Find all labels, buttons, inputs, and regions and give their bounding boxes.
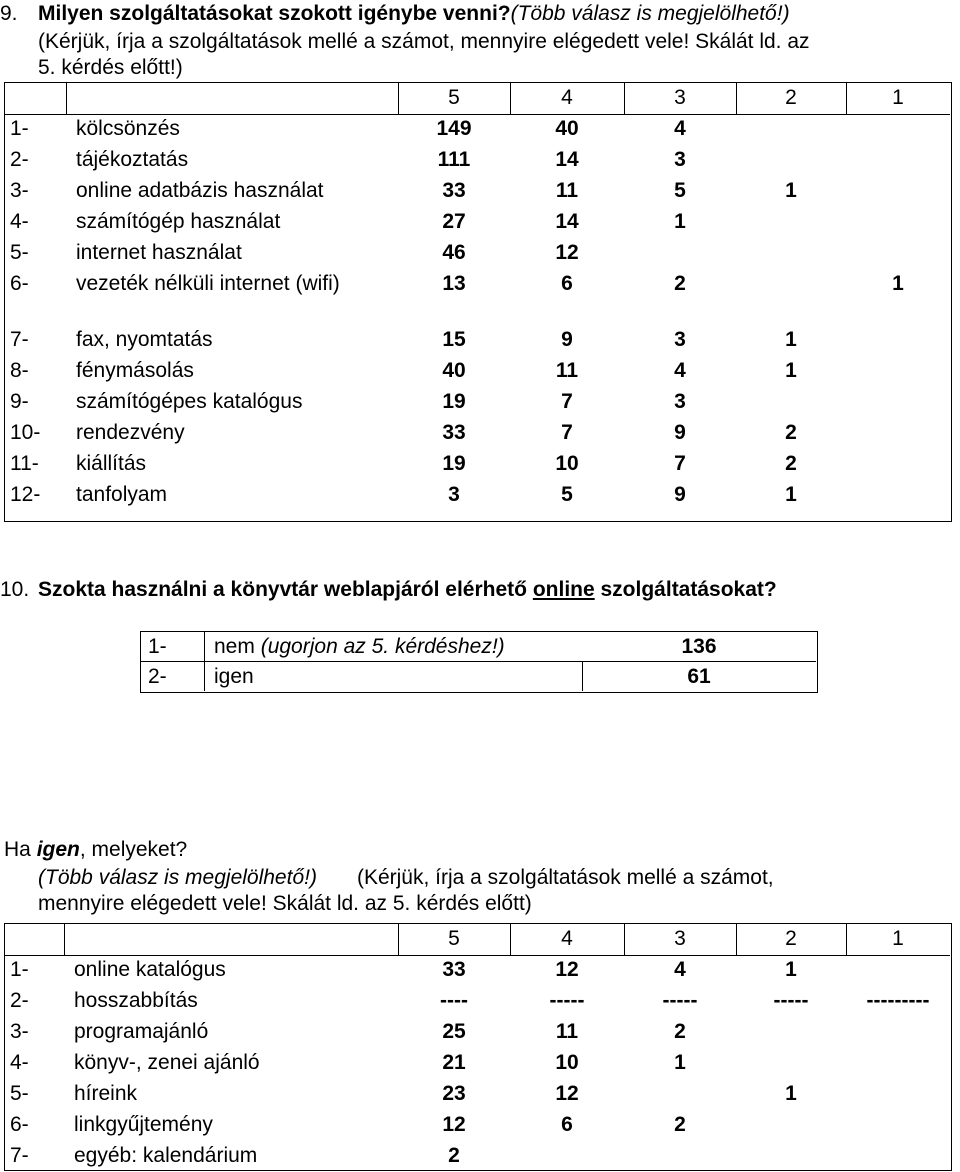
q9-value-4: 40 xyxy=(555,117,579,140)
q10-option-number: 1- xyxy=(148,635,167,658)
q9-value-5: 40 xyxy=(442,359,466,382)
q9-row-label: rendezvény xyxy=(76,421,185,444)
followup-row-label: linkgyűjtemény xyxy=(74,1113,213,1136)
q9-value-5: 149 xyxy=(436,117,472,140)
followup-hint1: (Több válasz is megjelölhető!) xyxy=(38,866,317,889)
q9-row-label: számítógép használat xyxy=(76,210,281,233)
q9-row-label: kiállítás xyxy=(76,452,147,475)
followup-lead-c: , melyeket? xyxy=(79,838,188,861)
q10-row-separator xyxy=(140,661,816,662)
q9-row-number: 4- xyxy=(10,210,29,233)
followup-value-5: ---- xyxy=(440,989,468,1012)
q10-option-number: 2- xyxy=(148,665,167,688)
q9-value-4: 14 xyxy=(555,210,579,233)
q9-value-3: 5 xyxy=(674,179,686,202)
q9-value-4: 5 xyxy=(561,483,573,506)
q9-value-5: 13 xyxy=(442,272,466,295)
q9-value-5: 15 xyxy=(442,328,466,351)
q10-col-divider xyxy=(204,631,205,691)
q10-option-text: nem xyxy=(214,635,255,658)
q9-row-number: 6- xyxy=(10,272,29,295)
followup-header-divider xyxy=(398,923,399,955)
q9-row-label: kölcsönzés xyxy=(76,117,180,140)
followup-row-separator xyxy=(4,955,950,956)
followup-value-4: 11 xyxy=(555,1020,579,1043)
followup-row-label: programajánló xyxy=(74,1020,209,1043)
q9-row-number: 12- xyxy=(10,483,41,506)
followup-value-4: 6 xyxy=(561,1113,573,1136)
followup-value-3: 4 xyxy=(674,958,686,981)
q10-option-count: 61 xyxy=(687,665,711,688)
followup-value-3: 1 xyxy=(674,1051,686,1074)
followup-header-divider xyxy=(736,923,737,955)
q9-header-4: 4 xyxy=(561,86,573,109)
q10-option-count: 136 xyxy=(681,635,717,658)
followup-header-2: 2 xyxy=(785,927,797,950)
q9-value-4: 7 xyxy=(561,390,573,413)
followup-header-divider xyxy=(624,923,625,955)
q9-number: 9. xyxy=(0,2,18,25)
q9-header-divider xyxy=(398,82,399,114)
q9-hint3: 5. kérdés előtt!) xyxy=(38,56,183,79)
q9-row-number: 10- xyxy=(10,421,41,444)
followup-header-divider xyxy=(510,923,511,955)
q9-row-label: számítógépes katalógus xyxy=(76,390,303,413)
q9-value-2: 1 xyxy=(785,179,797,202)
followup-row-number: 6- xyxy=(10,1113,29,1136)
q9-row-number: 7- xyxy=(10,328,29,351)
followup-header-4: 4 xyxy=(561,927,573,950)
q10-option-label xyxy=(214,665,254,689)
q9-value-5: 3 xyxy=(448,483,460,506)
q9-value-3: 3 xyxy=(674,328,686,351)
followup-lead-igen: igen xyxy=(36,838,80,861)
followup-value-4: ----- xyxy=(549,989,585,1012)
followup-value-2: 1 xyxy=(785,958,797,981)
q9-row-number: 8- xyxy=(10,359,29,382)
followup-value-4: 12 xyxy=(555,1082,579,1105)
q9-header-divider xyxy=(510,82,511,114)
q9-header-divider xyxy=(846,82,847,114)
q9-hint2: (Kérjük, írja a szolgáltatások mellé a számot, mennyire elégedett vele! Skálát ld. az xyxy=(38,30,810,53)
q9-row-number: 11- xyxy=(10,452,39,475)
followup-row-label: online katalógus xyxy=(74,958,226,981)
q9-value-5: 19 xyxy=(442,452,466,475)
q9-value-4: 9 xyxy=(561,328,573,351)
followup-value-3: ----- xyxy=(662,989,698,1012)
followup-value-4: 12 xyxy=(555,958,579,981)
q9-title: Milyen szolgáltatásokat szokott igénybe venni? xyxy=(38,2,511,25)
followup-row-label: hosszabbítás xyxy=(74,989,198,1012)
q9-row-number: 9- xyxy=(10,390,29,413)
q10-option-text: igen xyxy=(214,665,254,688)
followup-value-3: 2 xyxy=(674,1113,686,1136)
q9-value-5: 27 xyxy=(442,210,466,233)
q9-value-5: 111 xyxy=(437,148,471,171)
q10-option-label xyxy=(214,635,505,659)
q9-value-3: 1 xyxy=(674,210,686,233)
followup-hint3: mennyire elégedett vele! Skálát ld. az 5. kérdés előtt) xyxy=(38,892,532,915)
q9-row-number: 1- xyxy=(10,117,29,140)
q9-header-5: 5 xyxy=(448,86,460,109)
q10-option-note: (ugorjon az 5. kérdéshez!) xyxy=(260,635,505,658)
followup-row-number: 4- xyxy=(10,1051,29,1074)
q9-value-1: 1 xyxy=(892,272,904,295)
q9-value-5: 46 xyxy=(442,241,466,264)
q9-value-5: 33 xyxy=(442,421,466,444)
q9-header-1: 1 xyxy=(892,86,904,109)
followup-value-5: 21 xyxy=(442,1051,466,1074)
q9-value-5: 19 xyxy=(442,390,466,413)
q9-row-separator xyxy=(4,114,950,115)
q9-value-2: 1 xyxy=(785,328,797,351)
followup-value-5: 23 xyxy=(442,1082,466,1105)
q10-title-online: online xyxy=(532,578,595,601)
followup-row-number: 3- xyxy=(10,1020,29,1043)
q9-value-4: 7 xyxy=(561,421,573,444)
q9-header-divider xyxy=(66,82,67,114)
q9-row-number: 2- xyxy=(10,148,29,171)
q9-value-3: 9 xyxy=(674,421,686,444)
followup-value-5: 33 xyxy=(442,958,466,981)
q9-hint1: (Több válasz is megjelölhető!) xyxy=(510,2,790,25)
q10-title-a: Szokta használni a könyvtár weblapjáról elérhető xyxy=(38,578,533,601)
q10-number: 10. xyxy=(0,578,30,601)
followup-value-4: 10 xyxy=(555,1051,579,1074)
q9-value-4: 12 xyxy=(555,241,579,264)
q9-header-divider xyxy=(736,82,737,114)
followup-hint2: (Kérjük, írja a szolgáltatások mellé a számot, xyxy=(356,866,774,889)
followup-lead xyxy=(4,838,187,862)
followup-value-5: 2 xyxy=(448,1144,460,1167)
followup-row-number: 1- xyxy=(10,958,29,981)
followup-value-2: ----- xyxy=(773,989,809,1012)
q9-value-4: 10 xyxy=(555,452,579,475)
q9-value-3: 4 xyxy=(674,359,686,382)
followup-hint-row xyxy=(38,866,774,890)
q10-title-b: szolgáltatásokat? xyxy=(594,578,777,601)
q9-value-3: 7 xyxy=(674,452,686,475)
followup-value-5: 25 xyxy=(442,1020,466,1043)
followup-row-label: híreink xyxy=(74,1082,138,1105)
q9-header-divider xyxy=(624,82,625,114)
q9-row-label: online adatbázis használat xyxy=(76,179,324,202)
q9-row-label: fénymásolás xyxy=(76,359,194,382)
q9-value-2: 1 xyxy=(785,359,797,382)
q9-row-number: 3- xyxy=(10,179,29,202)
q9-header-2: 2 xyxy=(785,86,797,109)
q9-value-4: 11 xyxy=(555,359,579,382)
q9-value-2: 2 xyxy=(785,452,797,475)
followup-value-1: --------- xyxy=(866,989,930,1012)
q9-value-4: 11 xyxy=(555,179,579,202)
followup-header-5: 5 xyxy=(448,927,460,950)
q9-heading xyxy=(0,2,790,26)
followup-header-divider xyxy=(846,923,847,955)
q10-col-divider xyxy=(582,661,583,691)
q9-value-5: 33 xyxy=(442,179,466,202)
q9-row-label: fax, nyomtatás xyxy=(76,328,213,351)
followup-row-label: könyv-, zenei ajánló xyxy=(74,1051,260,1074)
followup-value-3: 2 xyxy=(674,1020,686,1043)
q9-value-4: 14 xyxy=(555,148,579,171)
followup-row-number: 7- xyxy=(10,1144,29,1167)
q9-value-3: 3 xyxy=(674,148,686,171)
followup-row-number: 2- xyxy=(10,989,29,1012)
q9-row-label: internet használat xyxy=(76,241,242,264)
q9-value-2: 2 xyxy=(785,421,797,444)
followup-value-5: 12 xyxy=(442,1113,466,1136)
followup-header-divider xyxy=(64,923,65,955)
followup-row-number: 5- xyxy=(10,1082,29,1105)
followup-row-label: egyéb: kalendárium xyxy=(74,1144,258,1167)
q9-row-label: tájékoztatás xyxy=(76,148,189,171)
followup-header-3: 3 xyxy=(674,927,686,950)
q9-value-3: 4 xyxy=(674,117,686,140)
q9-row-number: 5- xyxy=(10,241,29,264)
q9-value-3: 2 xyxy=(674,272,686,295)
q9-value-3: 3 xyxy=(674,390,686,413)
q10-heading xyxy=(0,578,777,602)
q9-row-label: vezeték nélküli internet (wifi) xyxy=(76,272,340,295)
followup-lead-a: Ha xyxy=(4,838,37,861)
q9-value-3: 9 xyxy=(674,483,686,506)
followup-header-1: 1 xyxy=(892,927,904,950)
q9-row-label: tanfolyam xyxy=(76,483,168,506)
q9-value-4: 6 xyxy=(561,272,573,295)
followup-value-2: 1 xyxy=(785,1082,797,1105)
q9-value-2: 1 xyxy=(785,483,797,506)
q9-header-3: 3 xyxy=(674,86,686,109)
